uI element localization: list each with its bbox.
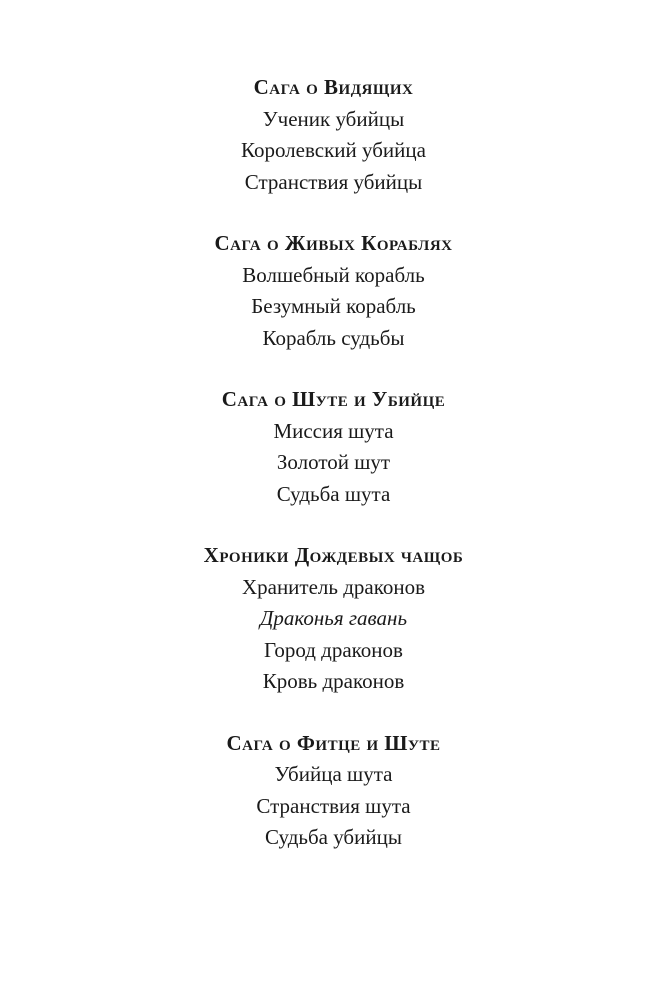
book-title: Странствия шута [256, 793, 411, 818]
series-block [0, 72, 667, 198]
book-title: Безумный корабль [251, 294, 416, 318]
series-title: Хроники Дождевых чащоб [203, 543, 464, 567]
book-title: Убийца шута [274, 762, 393, 786]
book-title: Судьба убийцы [265, 825, 402, 849]
book-list [0, 759, 667, 854]
book-list [0, 260, 667, 355]
book-title: Королевский убийца [241, 138, 426, 162]
series-title: Сага о Живых Кораблях [214, 231, 453, 255]
book-title: Хранитель драконов [241, 574, 426, 599]
book-title: Волшебный корабль [242, 262, 425, 287]
book-list [0, 416, 667, 511]
book-title: Миссия шута [273, 418, 394, 443]
book-list [0, 572, 667, 698]
book-list [0, 104, 667, 199]
series-title: Сага о Видящих [253, 75, 414, 99]
series-title: Сага о Фитце и Шуте [226, 730, 441, 755]
book-title: Ученик убийцы [262, 106, 405, 131]
book-title: Корабль судьбы [262, 325, 405, 350]
series-block [0, 228, 667, 354]
book-title: Странствия убийцы [244, 169, 423, 194]
book-title: Золотой шут [276, 450, 391, 474]
series-title: Сага о Шуте и Убийце [221, 387, 446, 411]
bibliography-page [0, 72, 667, 884]
book-title: Кровь драконов [262, 669, 405, 693]
book-title: Город драконов [264, 637, 403, 662]
series-block [0, 728, 667, 854]
book-title: Судьба шута [276, 481, 391, 506]
book-title-italic: Драконья гавань [259, 606, 407, 630]
series-block [0, 540, 667, 698]
series-block [0, 384, 667, 510]
